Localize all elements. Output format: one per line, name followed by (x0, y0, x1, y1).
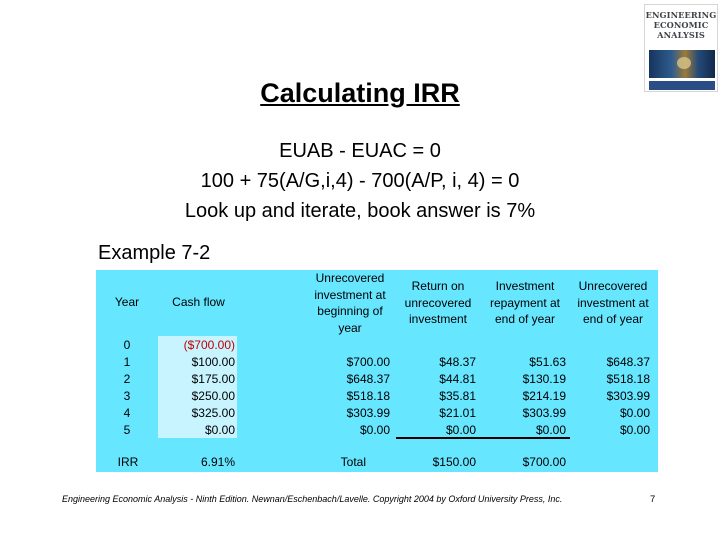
total-return: $150.00 (432, 455, 476, 469)
header-line: repayment at (489, 295, 561, 310)
header-repayment (482, 278, 568, 328)
total-repayment: $700.00 (522, 455, 566, 469)
cell-return: $21.01 (439, 406, 476, 420)
total-underline (396, 437, 570, 439)
header-cashflow: Cash flow (172, 295, 225, 309)
cell-unrecovered-end: $518.18 (606, 372, 650, 386)
cell-return: $44.81 (439, 372, 476, 386)
cell-unrecovered-begin: $518.18 (346, 389, 390, 403)
header-line: investment at (577, 295, 649, 310)
equation-line-3: Look up and iterate, book answer is 7% (184, 200, 536, 222)
page-number: 7 (650, 494, 656, 505)
slide-title: Calculating IRR (260, 78, 460, 108)
cell-unrecovered-end: $0.00 (619, 406, 650, 420)
header-line: end of year (582, 312, 644, 326)
total-label: Total (340, 455, 366, 469)
header-line: Investment (495, 279, 555, 293)
cell-unrecovered-end: $0.00 (619, 423, 650, 437)
header-year: Year (114, 295, 140, 309)
cell-cashflow: ($700.00) (183, 338, 235, 352)
cell-repayment: $214.19 (522, 389, 566, 403)
header-line: investment at (314, 287, 386, 302)
book-title-line: ANALYSIS (657, 30, 705, 40)
cell-return: $0.00 (445, 423, 476, 437)
header-line: Return on (411, 279, 465, 293)
irr-value: 6.91% (200, 455, 235, 469)
cell-unrecovered-begin: $700.00 (346, 355, 390, 369)
cell-year: 1 (123, 355, 131, 369)
example-label: Example 7-2 (98, 242, 211, 264)
header-return (398, 278, 478, 328)
equation-line-2: 100 + 75(A/G,i,4) - 700(A/P, i, 4) = 0 (200, 170, 520, 192)
cell-repayment: $0.00 (535, 423, 566, 437)
cell-repayment: $130.19 (522, 372, 566, 386)
book-title-line: ECONOMIC (653, 20, 709, 30)
footer-citation: Engineering Economic Analysis - Ninth Edition. Newnan/Eschenbach/Lavelle. Copyright 2004 by Oxford University Press, Inc. (62, 494, 563, 504)
cell-cashflow: $100.00 (191, 355, 235, 369)
cell-cashflow: $250.00 (191, 389, 235, 403)
book-cover-photo (649, 50, 715, 78)
header-line: year (338, 320, 362, 335)
cell-unrecovered-begin: $303.99 (346, 406, 390, 420)
cell-unrecovered-end: $303.99 (606, 389, 650, 403)
cell-year: 4 (123, 406, 131, 420)
cell-year: 0 (123, 338, 131, 352)
header-unrecovered-begin (304, 270, 396, 336)
spreadsheet-table (96, 270, 658, 472)
header-line: end of year (494, 312, 556, 326)
book-title-line: ENGINEERING (645, 10, 717, 20)
cell-repayment: $303.99 (522, 406, 566, 420)
cell-cashflow: $175.00 (191, 372, 235, 386)
cell-unrecovered-begin: $648.37 (346, 372, 390, 386)
cell-cashflow: $0.00 (204, 423, 235, 437)
header-line: Unrecovered (578, 279, 648, 293)
irr-label: IRR (117, 455, 139, 469)
cell-year: 3 (123, 389, 131, 403)
cell-unrecovered-begin: $0.00 (359, 423, 390, 437)
header-line: investment (408, 312, 468, 326)
book-cover-title (645, 10, 717, 40)
header-line: Unrecovered (315, 271, 385, 285)
cell-year: 5 (123, 423, 131, 437)
cell-cashflow: $325.00 (191, 406, 235, 420)
header-line: unrecovered (404, 295, 472, 310)
cell-repayment: $51.63 (529, 355, 566, 369)
header-line: beginning of (317, 304, 383, 318)
cell-return: $48.37 (439, 355, 476, 369)
equation-line-1: EUAB - EUAC = 0 (279, 140, 441, 162)
cell-year: 2 (123, 372, 131, 386)
cell-unrecovered-end: $648.37 (606, 355, 650, 369)
cell-return: $35.81 (439, 389, 476, 403)
header-unrecovered-end (570, 278, 656, 328)
